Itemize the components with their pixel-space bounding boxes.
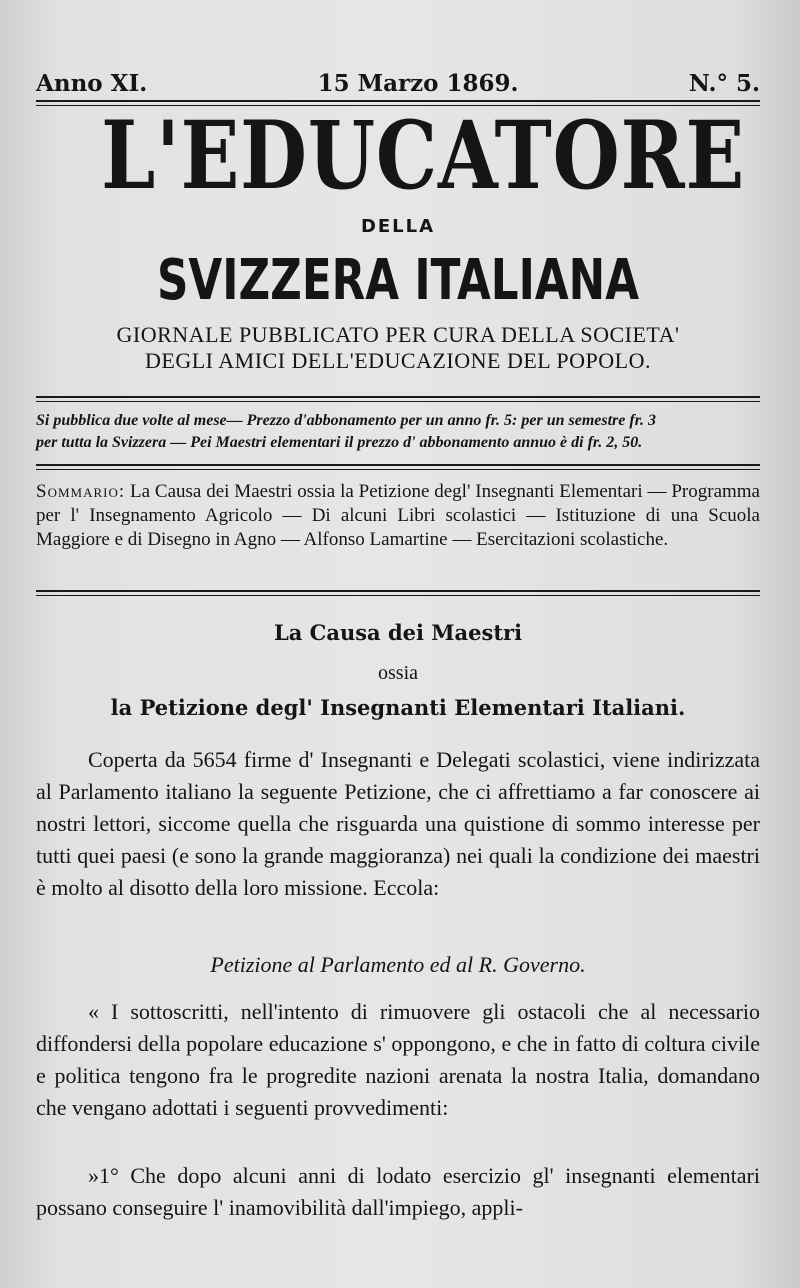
- title-della: DELLA: [360, 216, 436, 237]
- summary-text: La Causa dei Maestri ossia la Petizione degl' Insegnanti Elementari — Programma per l' Insegnamento Agricolo — Di alcuni Libri scolastici — Istituzione di una Scuola Maggiore e di Disegno in Agno — Alfonso Lamartine — Esercitazioni scolastiche.: [36, 481, 760, 550]
- divider-rule: [36, 464, 760, 466]
- issue-date: 15 Marzo 1869.: [317, 70, 519, 97]
- subscription-line-1: Si pubblica due volte al mese— Prezzo d'abbonamento per un anno fr. 5: per un semestre fr. 3: [36, 412, 657, 429]
- article-title-connector: ossia: [378, 662, 418, 684]
- summary: [36, 480, 760, 552]
- paragraph-text: « I sottoscritti, nell'intento di rimuovere gli ostacoli che al necessario diffondersi della popolare educazione s' oppongono, e che in fatto di coltura civile e politica tengono fra le progredite nazioni arenata la nostra Italia, domandano che vengano adottati i seguenti provvedimenti:: [36, 999, 760, 1120]
- summary-label: Sommario:: [36, 481, 126, 502]
- divider-rule: [36, 590, 760, 592]
- newspaper-title: L'EDUCATORE: [101, 101, 746, 211]
- article-paragraph-3: [36, 1160, 760, 1224]
- divider-rule-thin: [36, 469, 760, 470]
- tagline-line-2: DEGLI AMICI DELL'EDUCAZIONE DEL POPOLO.: [145, 348, 651, 373]
- petition-heading: Petizione al Parlamento ed al R. Governo.: [210, 952, 586, 977]
- divider-rule: [36, 396, 760, 398]
- tagline: [36, 322, 760, 374]
- article-subtitle: la Petizione degl' Insegnanti Elementari Italiani.: [110, 695, 686, 720]
- article-title: La Causa dei Maestri: [273, 620, 523, 645]
- newspaper-subtitle: SVIZZERA ITALIANA: [156, 248, 640, 313]
- divider-rule-thin: [36, 595, 760, 596]
- masthead-info-row: [36, 70, 760, 102]
- issue-number: N.° 5.: [688, 70, 760, 97]
- article-paragraph-2: [36, 996, 760, 1124]
- tagline-line-1: GIORNALE PUBBLICATO PER CURA DELLA SOCIETA': [116, 322, 680, 347]
- article-paragraph-1: [36, 744, 760, 904]
- divider-rule-thin: [36, 401, 760, 402]
- paragraph-text: Coperta da 5654 firme d' Insegnanti e Delegati scolastici, viene indirizzata al Parlamento italiano la seguente Petizione, che ci affrettiamo a far conoscere ai nostri lettori, siccome quella che risguarda una quistione di sommo interesse per tutti quei paesi (e sono la grande maggioranza) nei quali la condizione dei maestri è molto al disotto della loro missione. Eccola:: [36, 747, 760, 900]
- subscription-info: [36, 410, 760, 454]
- volume-year: Anno XI.: [36, 70, 148, 97]
- subscription-line-2: per tutta la Svizzera — Pei Maestri elementari il prezzo d' abbonamento annuo è di fr. 2, 50.: [36, 434, 643, 451]
- paragraph-text: »1° Che dopo alcuni anni di lodato esercizio gl' insegnanti elementari possano conseguire l' inamovibilità dall'impiego, appli-: [36, 1163, 760, 1220]
